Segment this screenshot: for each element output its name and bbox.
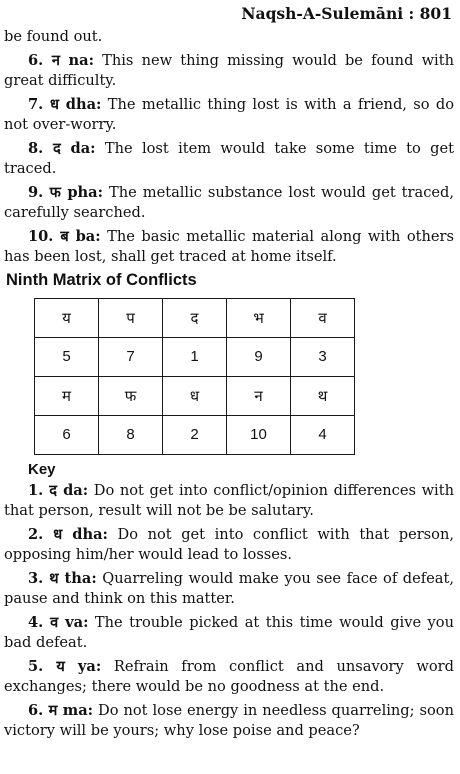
key-text: Do not get into conflict/opinion differences with that person, result will not be be salutary. (4, 481, 454, 519)
key-text: Quarreling would make you see face of defeat, pause and think on this matter. (4, 569, 455, 607)
key-label: 5. य ya: (28, 657, 102, 675)
matrix-cell: फ (99, 376, 163, 415)
key-item (4, 657, 454, 698)
matrix-row (35, 298, 355, 337)
matrix-cell: 10 (227, 415, 291, 454)
result-label: 7. ध dha: (28, 95, 102, 113)
result-text: This new thing missing would be found with great difficulty. (4, 51, 454, 89)
key-label: 4. व va: (28, 613, 89, 631)
result-label: 10. ब ba: (28, 227, 101, 245)
matrix-cell: 7 (99, 337, 163, 376)
matrix-cell: प (99, 298, 163, 337)
key-item (4, 613, 454, 654)
matrix-row (35, 376, 355, 415)
section-title: Ninth Matrix of Conflicts (6, 270, 197, 289)
matrix-cell: थ (291, 376, 355, 415)
result-text: The metallic substance lost would get traced, carefully searched. (4, 183, 455, 221)
matrix-cell: ध (163, 376, 227, 415)
result-item (4, 139, 454, 180)
result-item (4, 183, 454, 224)
key-item (4, 569, 454, 610)
matrix-cell: भ (227, 298, 291, 337)
matrix-cell: 4 (291, 415, 355, 454)
result-item (4, 51, 454, 92)
matrix-cell: 1 (163, 337, 227, 376)
matrix-cell: व (291, 298, 355, 337)
key-label: 3. थ tha: (28, 569, 97, 587)
key-text: Refrain from conflict and unsavory word exchanges; there would be no goodness at the end. (4, 657, 454, 695)
result-text: The basic metallic material along with others has been lost, shall get traced at home itself. (4, 227, 454, 265)
matrix-cell: द (163, 298, 227, 337)
result-text: The lost item would take some time to get traced. (4, 139, 454, 177)
matrix-cell: 3 (291, 337, 355, 376)
key-item (4, 701, 454, 742)
key-text: Do not get into conflict with that person, opposing him/her would lead to losses. (4, 525, 454, 563)
matrix-row (35, 337, 355, 376)
key-text: The trouble picked at this time would give you bad defeat. (4, 613, 454, 651)
conflict-matrix (34, 298, 355, 455)
key-label: 6. म ma: (28, 701, 94, 719)
result-label: 9. फ pha: (28, 183, 103, 201)
matrix-cell: 2 (163, 415, 227, 454)
matrix-cell: य (35, 298, 99, 337)
result-item (4, 95, 454, 136)
matrix-cell: 5 (35, 337, 99, 376)
matrix-cell: 9 (227, 337, 291, 376)
key-label: 1. द da: (28, 481, 89, 499)
key-label: 2. ध dha: (28, 525, 108, 543)
result-item (4, 227, 454, 268)
key-text: Do not lose energy in needless quarreling; soon victory will be yours; why lose poise and peace? (4, 701, 454, 739)
matrix-cell: न (227, 376, 291, 415)
key-title: Key (28, 460, 56, 478)
results-list (4, 51, 454, 268)
key-item (4, 481, 454, 522)
result-label: 6. न na: (28, 51, 94, 69)
key-list (4, 481, 454, 742)
matrix-row (35, 415, 355, 454)
result-text: The metallic thing lost is with a friend, so do not over-worry. (4, 95, 455, 133)
matrix-cell: म (35, 376, 99, 415)
result-label: 8. द da: (28, 139, 96, 157)
matrix-cell: 6 (35, 415, 99, 454)
matrix-cell: 8 (99, 415, 163, 454)
key-item (4, 525, 454, 566)
running-header: Naqsh-A-Sulemāni : 801 (241, 4, 452, 23)
intro-continuation: be found out. (4, 28, 103, 45)
